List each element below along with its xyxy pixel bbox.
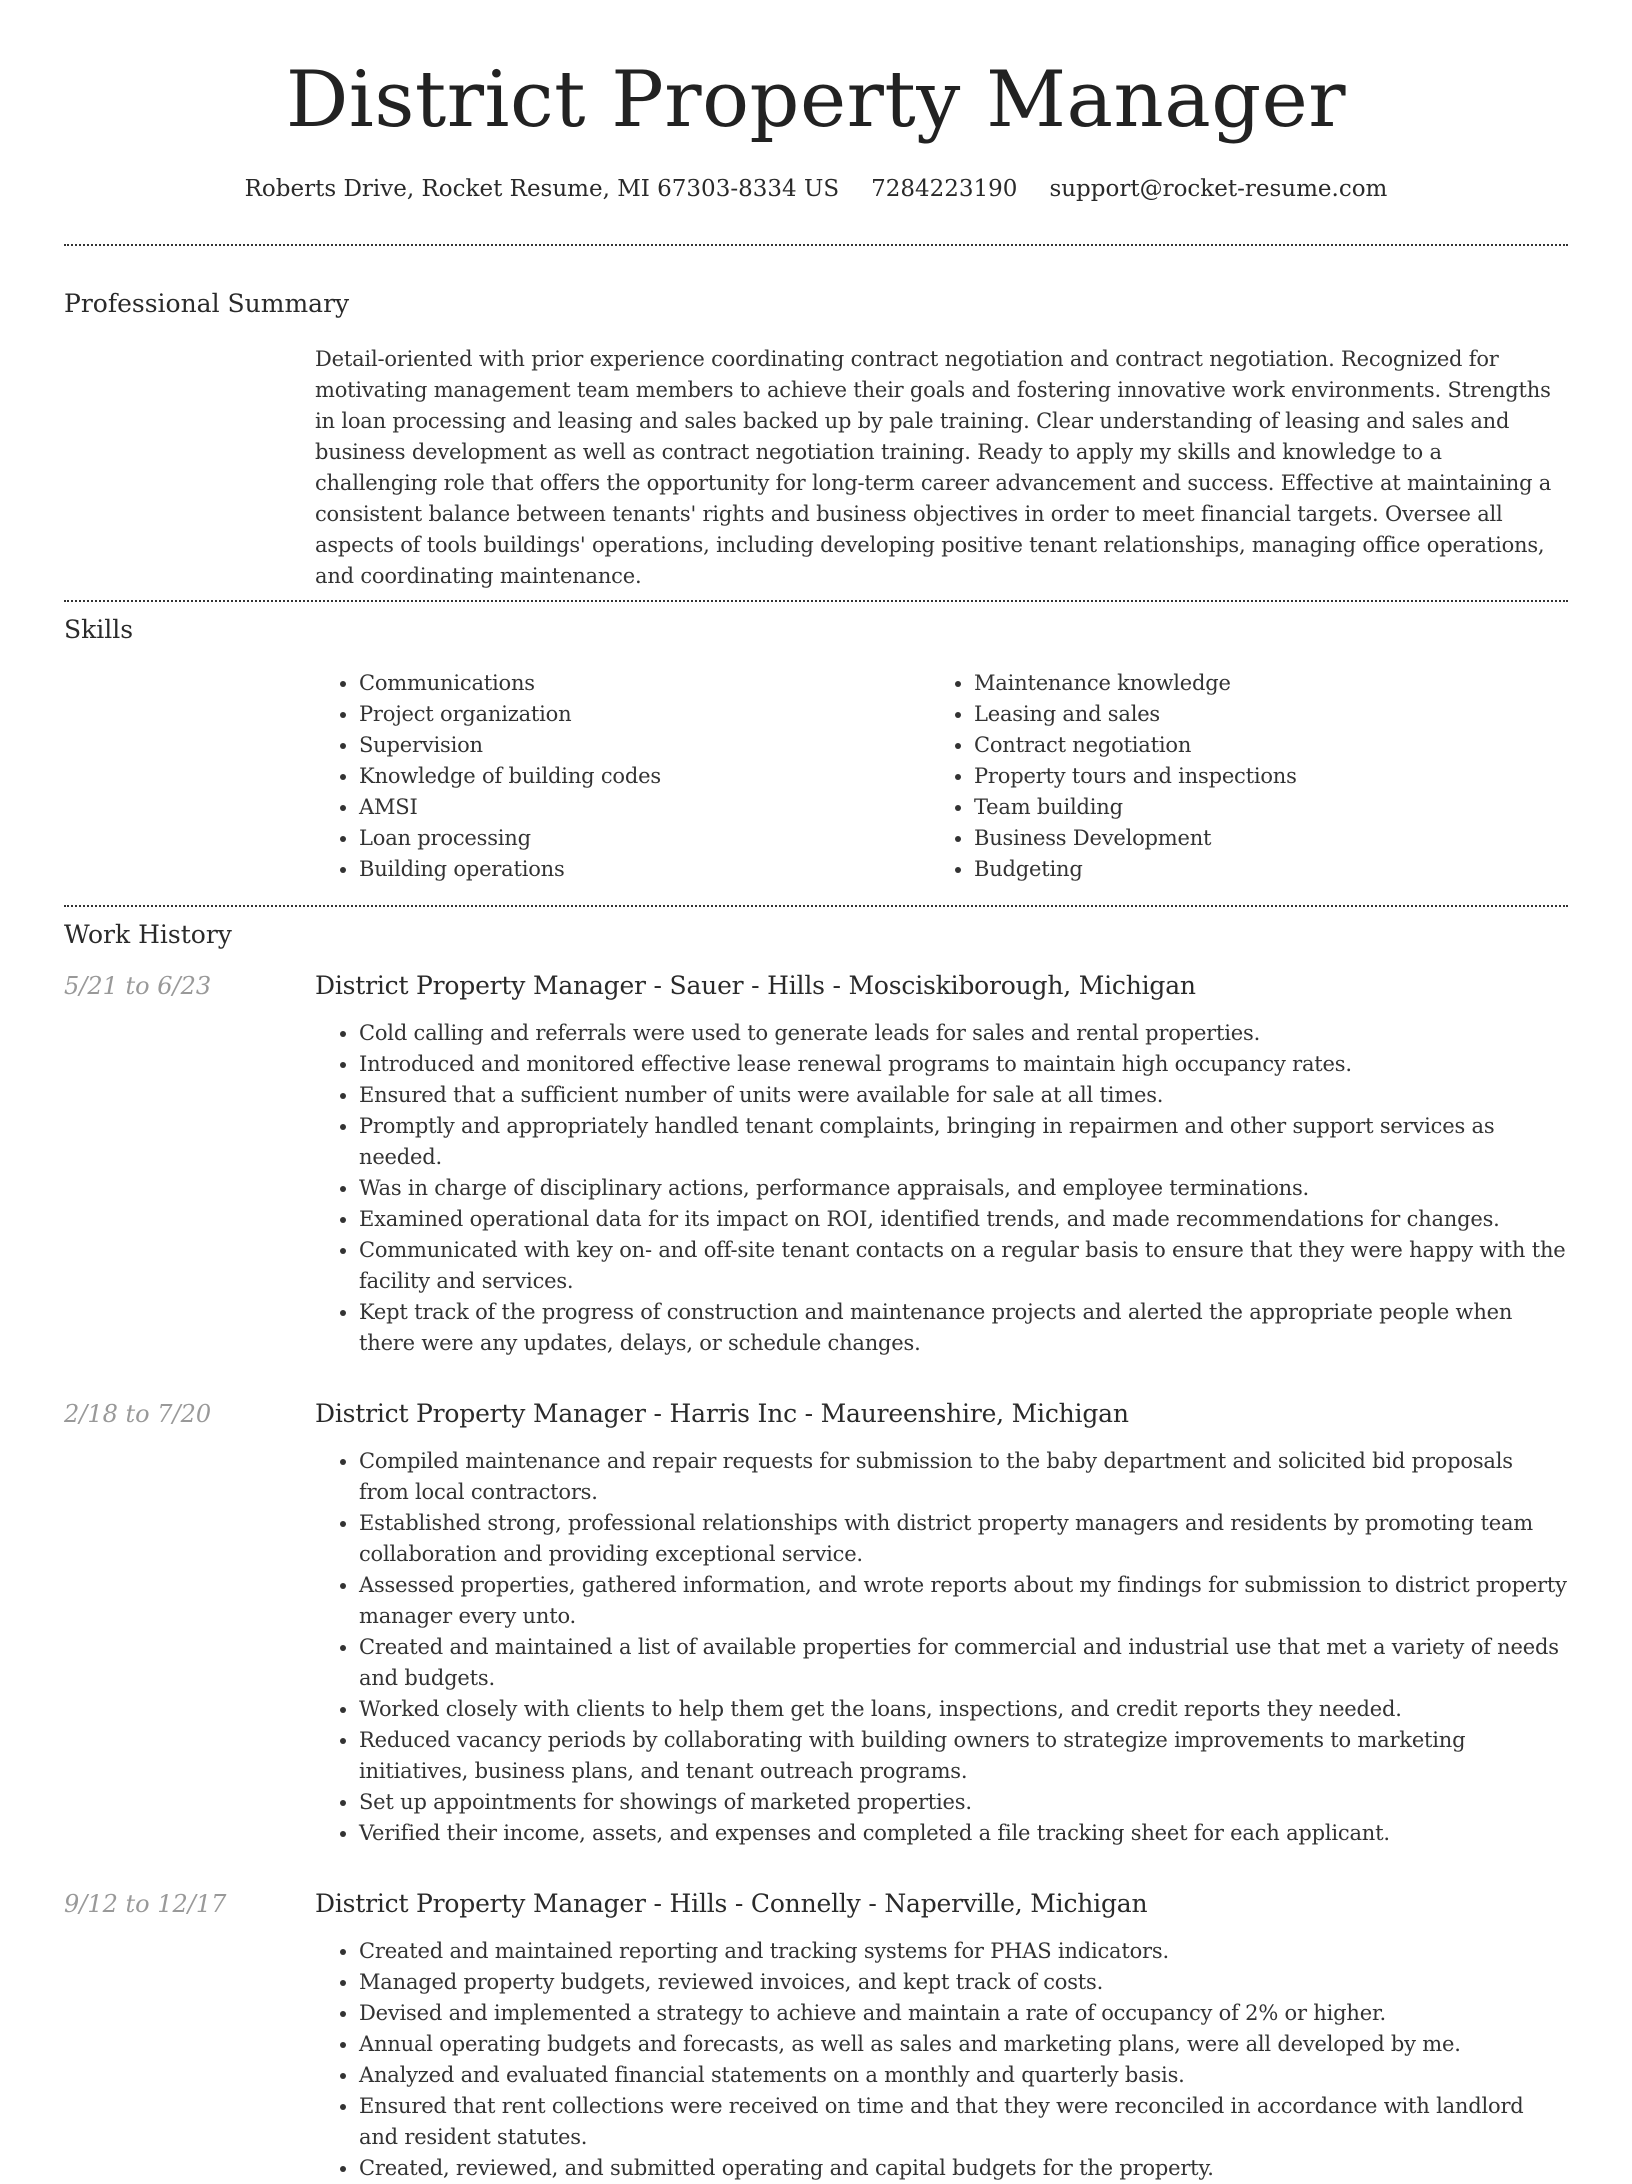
skills-list-right <box>930 668 1545 885</box>
skills-section <box>64 614 1568 885</box>
job-bullet: • Examined operational data for its impact on ROI, identified trends, and made recommendations for changes. <box>359 1204 1568 1235</box>
job-bullet: • Verified their income, assets, and expenses and completed a file tracking sheet for each applicant. <box>359 1818 1568 1849</box>
skill-item: • Business Development <box>974 823 1545 854</box>
skill-item: • Budgeting <box>974 854 1545 885</box>
job-bullet: • Analyzed and evaluated financial statements on a monthly and quarterly basis. <box>359 2060 1568 2091</box>
job-bullet: • Ensured that a sufficient number of units were available for sale at all times. <box>359 1080 1568 1111</box>
job-title: District Property Manager - Hills - Connelly - Naperville, Michigan <box>315 1889 1148 1918</box>
section-divider <box>64 600 1568 602</box>
job-bullets <box>315 1936 1568 2184</box>
job-bullet: • Ensured that rent collections were received on time and that they were reconciled in accordance with landlord and resident statutes. <box>359 2091 1568 2153</box>
job-bullet: • Introduced and monitored effective lease renewal programs to maintain high occupancy rates. <box>359 1049 1568 1080</box>
skill-item: • Supervision <box>359 730 930 761</box>
job-bullet: • Was in charge of disciplinary actions, performance appraisals, and employee terminations. <box>359 1173 1568 1204</box>
skills-column-left <box>315 668 930 885</box>
job-entry <box>64 1889 1568 2184</box>
skill-item: • Knowledge of building codes <box>359 761 930 792</box>
job-bullets <box>315 1018 1568 1359</box>
skills-heading: Skills <box>64 615 134 644</box>
job-bullet: • Kept track of the progress of construction and maintenance projects and alerted the appropriate people when there were any updates, delays, or schedule changes. <box>359 1297 1568 1359</box>
job-bullet: • Created and maintained reporting and tracking systems for PHAS indicators. <box>359 1936 1568 1967</box>
job-bullet: • Created and maintained a list of available properties for commercial and industrial use that met a variety of needs and budgets. <box>359 1632 1568 1694</box>
skill-item: • Project organization <box>359 699 930 730</box>
skill-item: • Loan processing <box>359 823 930 854</box>
job-bullets <box>315 1446 1568 1849</box>
job-bullet: • Reduced vacancy periods by collaborating with building owners to strategize improvements to marketing initiatives, business plans, and tenant outreach programs. <box>359 1725 1568 1787</box>
skill-item: • Maintenance knowledge <box>974 668 1545 699</box>
job-bullet: • Assessed properties, gathered information, and wrote reports about my findings for submission to district property manager every unto. <box>359 1570 1568 1632</box>
skills-list-left <box>315 668 930 885</box>
skill-item: • Building operations <box>359 854 930 885</box>
skill-item: • Leasing and sales <box>974 699 1545 730</box>
work-history-section <box>64 919 1568 2184</box>
job-dates: 5/21 to 6/23 <box>64 972 212 1000</box>
contact-address: Roberts Drive, Rocket Resume, MI 67303-8334 US <box>244 176 840 202</box>
skill-item: • Contract negotiation <box>974 730 1545 761</box>
job-body <box>315 1399 1568 1849</box>
job-bullet: • Set up appointments for showings of marketed properties. <box>359 1787 1568 1818</box>
job-bullet: • Created, reviewed, and submitted operating and capital budgets for the property. <box>359 2153 1568 2184</box>
job-bullet: • Managed property budgets, reviewed invoices, and kept track of costs. <box>359 1967 1568 1998</box>
section-divider <box>64 244 1568 246</box>
work-history-heading: Work History <box>64 920 232 949</box>
contact-email: support@rocket-resume.com <box>1049 176 1388 202</box>
skill-item: • Team building <box>974 792 1545 823</box>
job-bullet: • Communicated with key on- and off-site tenant contacts on a regular basis to ensure that they were happy with the facility and services. <box>359 1235 1568 1297</box>
skill-item: • AMSI <box>359 792 930 823</box>
summary-heading: Professional Summary <box>64 289 350 318</box>
summary-section <box>64 288 1568 592</box>
job-bullet: • Devised and implemented a strategy to achieve and maintain a rate of occupancy of 2% or higher. <box>359 1998 1568 2029</box>
job-dates: 2/18 to 7/20 <box>64 1400 212 1428</box>
skill-item: • Property tours and inspections <box>974 761 1545 792</box>
job-title: District Property Manager - Harris Inc - Maureenshire, Michigan <box>315 1399 1129 1428</box>
contact-phone: 7284223190 <box>871 176 1018 202</box>
job-entry <box>64 971 1568 1359</box>
job-bullet: • Established strong, professional relationships with district property managers and residents by promoting team collaboration and providing exceptional service. <box>359 1508 1568 1570</box>
summary-text: Detail-oriented with prior experience coordinating contract negotiation and contract negotiation. Recognized for motivating management team members to achieve their goals and fostering innovative work environments. Strengths in loan processing and leasing and sales backed up by pale training. Clear understanding of leasing and sales and business development as well as contract negotiation training. Ready to apply my skills and knowledge to a challenging role that offers the opportunity for long-term career advancement and success. Effective at maintaining a consistent balance between tenants' rights and business objectives in order to meet financial targets. Oversee all aspects of tools buildings' operations, including developing positive tenant relationships, managing office operations, and coordinating maintenance. <box>315 347 1552 588</box>
skills-column-right <box>930 668 1545 885</box>
section-divider <box>64 905 1568 907</box>
job-bullet: • Cold calling and referrals were used to generate leads for sales and rental properties. <box>359 1018 1568 1049</box>
job-dates: 9/12 to 12/17 <box>64 1890 227 1918</box>
skill-item: • Communications <box>359 668 930 699</box>
job-bullet: • Worked closely with clients to help them get the loans, inspections, and credit reports they needed. <box>359 1694 1568 1725</box>
skills-columns <box>315 668 1568 885</box>
contact-info <box>64 174 1568 204</box>
candidate-name: District Property Manager <box>285 55 1347 145</box>
job-bullet: • Promptly and appropriately handled tenant complaints, bringing in repairmen and other support services as needed. <box>359 1111 1568 1173</box>
job-body <box>315 971 1568 1359</box>
job-bullet: • Annual operating budgets and forecasts, as well as sales and marketing plans, were all developed by me. <box>359 2029 1568 2060</box>
job-bullet: • Compiled maintenance and repair requests for submission to the baby department and solicited bid proposals from local contractors. <box>359 1446 1568 1508</box>
job-entry <box>64 1399 1568 1849</box>
job-title: District Property Manager - Sauer - Hills - Mosciskiborough, Michigan <box>315 971 1196 1000</box>
resume-header <box>64 0 1568 204</box>
job-body <box>315 1889 1568 2184</box>
